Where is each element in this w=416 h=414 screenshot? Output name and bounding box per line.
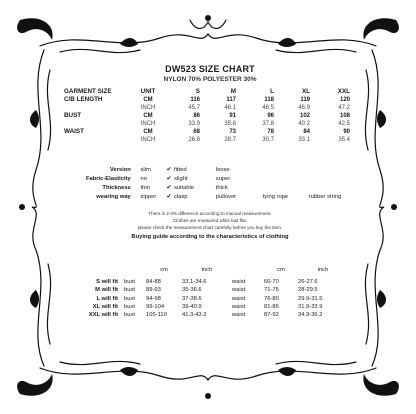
note-line: please check the measurement chart carefully before you buy the item. <box>137 225 283 230</box>
value-cell: 90 <box>343 129 350 135</box>
table-row <box>66 286 348 294</box>
check-icon: ✔ <box>166 176 172 182</box>
unit-cm-header: cm <box>160 267 168 273</box>
attribute-row-elasticity <box>64 175 356 184</box>
header-size-xxl: XXL <box>337 88 350 95</box>
value-cell: 117 <box>226 97 236 103</box>
unit-cm-header: cm <box>277 267 285 273</box>
header-size-m: M <box>230 88 236 95</box>
value-cell: 30.7 <box>262 137 274 143</box>
table-row <box>64 104 350 112</box>
check-icon <box>134 184 141 193</box>
value-cell: 41.3-43.3 <box>182 312 207 319</box>
header-unit: UNIT <box>140 88 156 95</box>
value-cell: 26-27.6 <box>298 279 318 286</box>
unit-label: CM <box>143 97 153 103</box>
attribute-option: rubber string <box>308 194 342 200</box>
table-row <box>66 295 348 303</box>
check-icon <box>209 184 216 193</box>
value-cell: 26.8 <box>188 137 200 143</box>
table-row <box>66 278 348 286</box>
table-row <box>66 311 348 319</box>
measure-name: waist <box>232 279 246 286</box>
attribute-row-wearing-way <box>64 193 356 202</box>
value-cell: 37.8 <box>262 121 274 127</box>
attribute-option: super <box>215 176 231 182</box>
value-cell: 35-36.6 <box>182 287 202 294</box>
value-cell: 33.9 <box>188 121 200 127</box>
measure-name: bust <box>124 303 135 310</box>
attribute-label: Fabric-Elasticity <box>85 176 131 182</box>
value-cell: 46.1 <box>224 105 236 111</box>
value-cell: 46.9 <box>298 105 310 111</box>
measure-name: waist <box>232 287 246 294</box>
value-cell: 120 <box>339 97 350 103</box>
measure-name: bust <box>124 312 135 319</box>
attribute-label: Thickness <box>102 185 131 191</box>
value-cell: 29.9-31.5 <box>298 295 323 302</box>
check-icon: ✔ <box>166 167 172 173</box>
header-size-xl: XL <box>301 88 310 95</box>
check-icon <box>134 193 141 202</box>
measure-label: BUST <box>64 112 82 119</box>
value-cell: 45.7 <box>188 105 200 111</box>
value-cell: 66-70 <box>264 279 279 286</box>
value-cell: 96 <box>267 113 274 119</box>
header-size-s: S <box>195 88 200 95</box>
attribute-option: slight <box>174 176 188 182</box>
check-icon: ✔ <box>166 185 172 191</box>
check-icon <box>209 193 216 202</box>
fit-table-header <box>66 266 348 274</box>
measure-name: bust <box>124 287 135 294</box>
unit-inch-header: inch <box>201 267 213 273</box>
buying-guide-title: Buying guide according to the characteristics of clothing <box>131 234 289 240</box>
fit-size-label: XL will fit <box>92 303 118 310</box>
fit-guide-table <box>66 266 348 319</box>
note-line: There is 2-3% difference according to manual measurement. <box>148 211 272 216</box>
fit-size-label: L will fit <box>96 295 118 302</box>
value-cell: 116 <box>190 97 200 103</box>
value-cell: 40.2 <box>298 121 310 127</box>
value-cell: 39-40.9 <box>182 303 202 310</box>
table-row <box>64 128 350 136</box>
table-row <box>64 96 350 104</box>
check-icon <box>134 175 141 184</box>
measure-name: bust <box>124 295 135 302</box>
header-size-l: L <box>270 88 274 95</box>
value-cell: 118 <box>264 97 274 103</box>
value-cell: 33.1-34.6 <box>182 279 207 286</box>
size-chart-content <box>64 62 356 352</box>
size-table-header <box>64 88 350 96</box>
attribute-row-thickness <box>64 184 356 193</box>
attribute-option: loose <box>215 167 230 173</box>
table-row <box>64 136 350 144</box>
blank-cell <box>64 104 126 112</box>
check-icon <box>134 166 141 175</box>
measure-label: WAIST <box>64 128 84 135</box>
fit-size-label: S will fit <box>96 279 118 286</box>
measure-name: waist <box>232 303 246 310</box>
value-cell: 81-86 <box>264 303 279 310</box>
value-cell: 73 <box>229 129 236 135</box>
size-table <box>64 88 350 144</box>
value-cell: 35.4 <box>338 137 350 143</box>
blank-cell <box>64 120 126 128</box>
value-cell: 42.5 <box>338 121 350 127</box>
value-cell: 28-29.5 <box>298 287 318 294</box>
header-garment-size: GARMENT SIZE <box>64 88 112 95</box>
value-cell: 91 <box>229 113 236 119</box>
check-icon <box>256 193 263 202</box>
blank-cell <box>66 266 118 274</box>
value-cell: 68 <box>193 129 200 135</box>
value-cell: 84-88 <box>146 279 161 286</box>
check-icon: ✔ <box>166 194 172 200</box>
value-cell: 94-98 <box>146 295 161 302</box>
attribute-label: wearing way <box>96 194 131 200</box>
value-cell: 46.5 <box>262 105 274 111</box>
measure-name: waist <box>232 312 246 319</box>
unit-inch-header: inch <box>317 267 329 273</box>
fit-size-label: M will fit <box>95 287 118 294</box>
measurement-notes <box>64 210 356 231</box>
unit-label: INCH <box>140 137 156 143</box>
blank-cell <box>64 136 126 144</box>
value-cell: 28.7 <box>224 137 236 143</box>
unit-label: INCH <box>140 105 156 111</box>
value-cell: 102 <box>299 113 310 119</box>
attribute-option: fitted <box>174 167 187 173</box>
blank-cell <box>118 266 146 274</box>
check-icon <box>209 166 216 175</box>
attribute-option: thin <box>140 185 150 191</box>
attribute-row-version <box>64 166 356 175</box>
value-cell: 47.2 <box>338 105 350 111</box>
attribute-option: clasp <box>174 194 188 200</box>
unit-label: CM <box>143 113 153 119</box>
table-row <box>64 120 350 128</box>
fit-size-label: XXL will fit <box>88 312 118 319</box>
attribute-option: slim <box>140 167 151 173</box>
value-cell: 87-92 <box>264 312 279 319</box>
value-cell: 34.3-36.2 <box>298 312 323 319</box>
value-cell: 108 <box>339 113 350 119</box>
unit-label: INCH <box>140 121 156 127</box>
chart-title: DW523 SIZE CHART <box>165 64 255 74</box>
attribute-option: thick <box>215 185 228 191</box>
value-cell: 78 <box>267 129 274 135</box>
value-cell: 76-80 <box>264 295 279 302</box>
attribute-label: Version <box>109 167 131 173</box>
attribute-option: suitable <box>174 185 194 191</box>
attribute-option: pullover <box>215 194 237 200</box>
value-cell: 31.9-33.9 <box>298 303 323 310</box>
attribute-option: tying rope <box>262 194 289 200</box>
attributes-table <box>64 166 356 202</box>
value-cell: 105-110 <box>146 312 167 319</box>
blank-cell <box>232 266 264 274</box>
check-icon <box>302 193 309 202</box>
attribute-option: no <box>140 176 147 182</box>
table-row <box>64 112 350 120</box>
measure-name: waist <box>232 295 246 302</box>
check-icon <box>209 175 216 184</box>
value-cell: 86 <box>193 113 200 119</box>
value-cell: 35.8 <box>224 121 236 127</box>
unit-label: CM <box>143 129 153 135</box>
value-cell: 37-38.6 <box>182 295 202 302</box>
value-cell: 99-104 <box>146 303 165 310</box>
table-row <box>66 303 348 311</box>
material-composition: NYLON 70% POLYESTER 30% <box>163 76 257 83</box>
attribute-option: zipper <box>140 194 157 200</box>
value-cell: 89-93 <box>146 287 161 294</box>
value-cell: 33.1 <box>298 137 310 143</box>
measure-label: C/B LENGTH <box>64 96 103 103</box>
note-line: Clothes are measured while laid flat. <box>172 218 248 223</box>
measure-name: bust <box>124 279 135 286</box>
value-cell: 71-75 <box>264 287 279 294</box>
value-cell: 84 <box>303 129 310 135</box>
value-cell: 119 <box>300 97 310 103</box>
